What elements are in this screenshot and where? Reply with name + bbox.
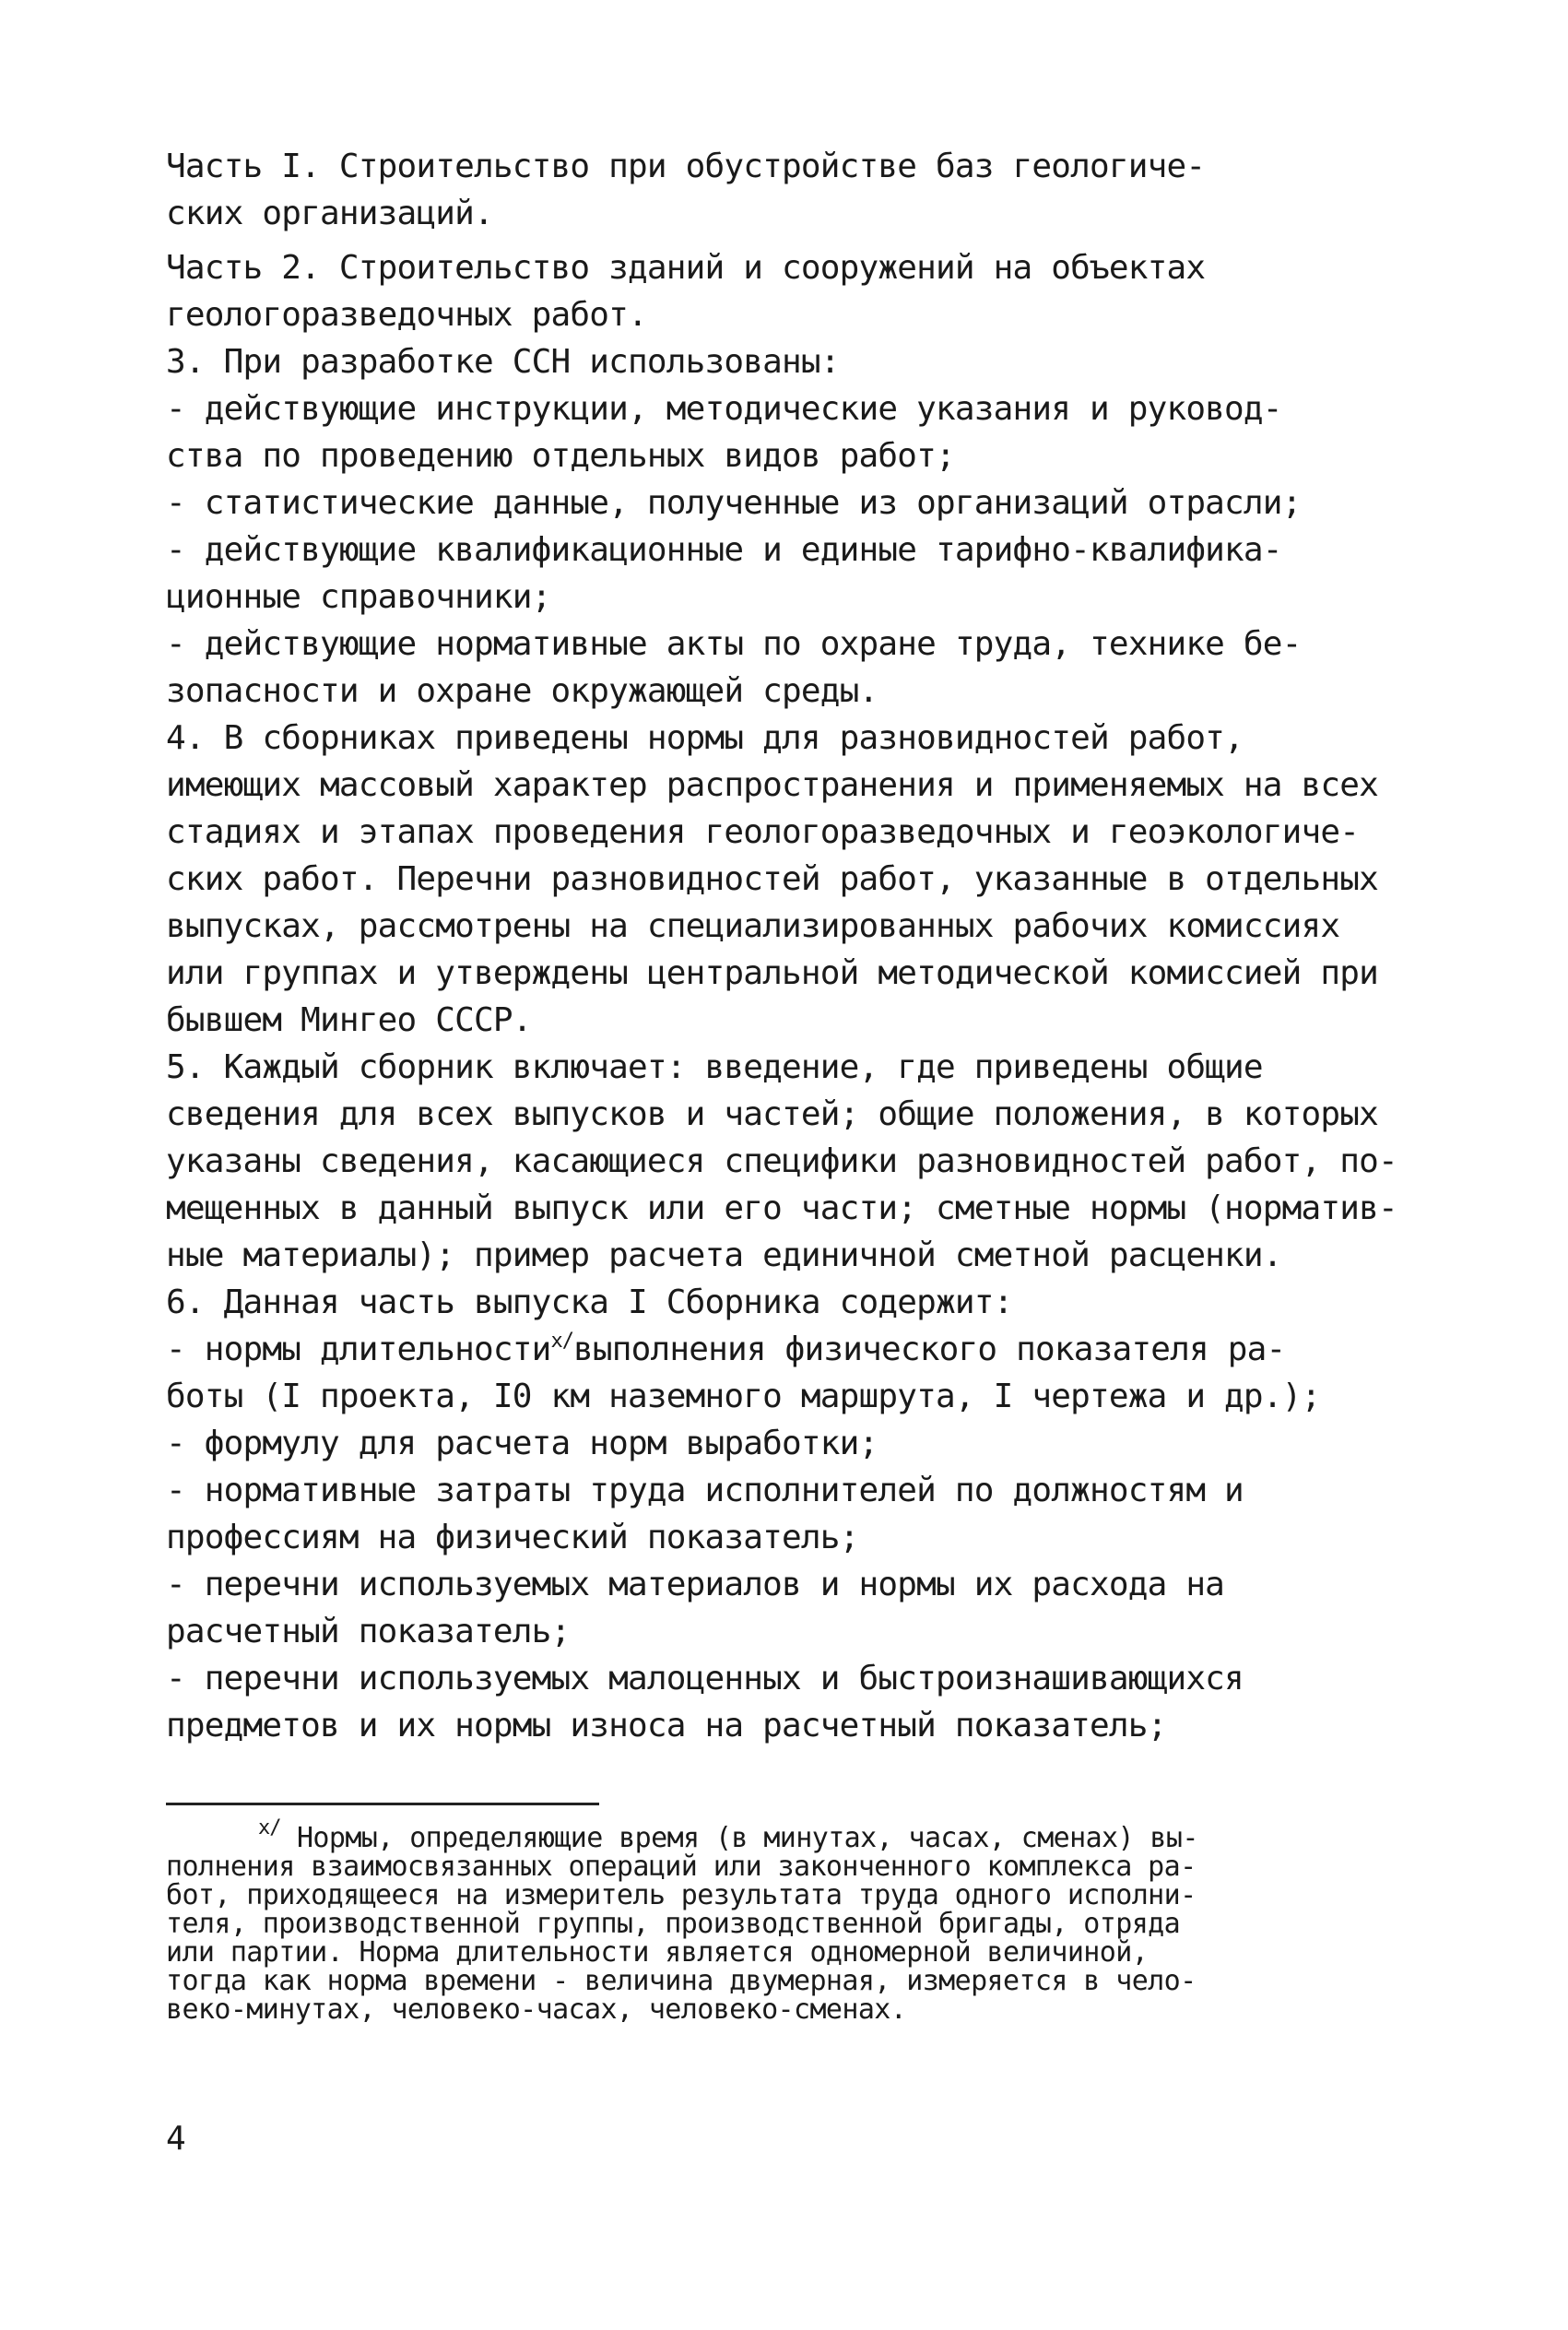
page-number: 4 bbox=[166, 2120, 186, 2158]
item3-line: - действующие квалификационные и единые тарифно-квалифика- bbox=[166, 531, 1282, 569]
footnote-line: теля, производственной группы, производственной бригады, отряда bbox=[166, 1908, 1181, 1940]
item3-line: - действующие нормативные акты по охране труда, технике бе- bbox=[166, 625, 1302, 663]
part2-line2: геологоразведочных работ. bbox=[166, 296, 647, 334]
footnote-mark: x/ bbox=[258, 1816, 281, 1839]
item6-line: расчетный показатель; bbox=[166, 1613, 571, 1650]
item3-line: - действующие инструкции, методические указания и руковод- bbox=[166, 390, 1282, 428]
footnote-line: бот, приходящееся на измеритель результата труда одного исполни- bbox=[166, 1879, 1197, 1911]
item4-heading: 4. В сборниках приведены нормы для разновидностей работ, bbox=[166, 719, 1244, 757]
part1-line2: ских организаций. bbox=[166, 195, 493, 232]
item6-text-before-ref: - нормы длительности bbox=[166, 1331, 551, 1368]
item4-line: бывшем Мингео СССР. bbox=[166, 1001, 532, 1039]
item5-line: указаны сведения, касающиеся специфики разновидностей работ, по- bbox=[166, 1142, 1397, 1180]
item4-line: или группах и утверждены центральной методической комиссией при bbox=[166, 954, 1379, 992]
footnote bbox=[166, 1816, 1406, 2026]
item3-heading: 3. При разработке ССН использованы: bbox=[166, 343, 840, 381]
footnote-line: полнения взаимосвязанных операций или законченного комплекса ра- bbox=[166, 1851, 1197, 1883]
footnote-first-line bbox=[166, 1816, 1406, 1854]
item6-line: - перечни используемых малоценных и быстроизнашивающихся bbox=[166, 1660, 1244, 1697]
item6-line: боты (I проекта, I0 км наземного маршрута, I чертежа и др.); bbox=[166, 1378, 1321, 1415]
item4-line: стадиях и этапах проведения геологоразведочных и геоэкологиче- bbox=[166, 813, 1360, 851]
item6-line: предметов и их нормы износа на расчетный показатель; bbox=[166, 1707, 1167, 1745]
item5-heading: 5. Каждый сборник включает: введение, где приведены общие bbox=[166, 1048, 1263, 1086]
footnote-divider bbox=[166, 1803, 599, 1805]
footnote-line: тогда как норма времени - величина двумерная, измеряется в чело- bbox=[166, 1965, 1197, 1997]
item6-text-after-ref: выполнения физического показателя ра- bbox=[572, 1331, 1286, 1368]
item4-line: выпусках, рассмотрены на специализированных рабочих комиссиях bbox=[166, 907, 1340, 945]
item6-line: - нормативные затраты труда исполнителей по должностям и bbox=[166, 1472, 1244, 1509]
item6-line: - перечни используемых материалов и нормы их расхода на bbox=[166, 1566, 1225, 1603]
item3-line: зопасности и охране окружающей среды. bbox=[166, 672, 878, 710]
item5-line: мещенных в данный выпуск или его части; сметные нормы (норматив- bbox=[166, 1189, 1397, 1227]
item3-line: - статистические данные, полученные из организаций отрасли; bbox=[166, 484, 1302, 522]
footnote-first-text: Нормы, определяющие время (в минутах, часах, сменах) вы- bbox=[280, 1822, 1198, 1854]
item6-line: профессиям на физический показатель; bbox=[166, 1519, 859, 1556]
part2-line1: Часть 2. Строительство зданий и сооружений на объектах bbox=[166, 249, 1206, 287]
document-body bbox=[166, 143, 1406, 1749]
footnote-reference-mark: x/ bbox=[550, 1330, 573, 1353]
part1-line1: Часть I. Строительство при обустройстве баз геологиче- bbox=[166, 148, 1206, 185]
footnote-line: веко-минутах, человеко-часах, человеко-сменах. bbox=[166, 1993, 907, 2026]
item4-line: ских работ. Перечни разновидностей работ, указанные в отдельных bbox=[166, 860, 1379, 898]
item6-line-with-footnote-ref bbox=[166, 1326, 1406, 1373]
item6-heading: 6. Данная часть выпуска I Сборника содержит: bbox=[166, 1283, 1013, 1321]
item4-line: имеющих массовый характер распространения и применяемых на всех bbox=[166, 766, 1379, 804]
item6-line: - формулу для расчета норм выработки; bbox=[166, 1425, 878, 1462]
item5-line: ные материалы); пример расчета единичной сметной расценки. bbox=[166, 1236, 1282, 1274]
item5-line: сведения для всех выпусков и частей; общие положения, в которых bbox=[166, 1095, 1379, 1133]
item3-line: ционные справочники; bbox=[166, 578, 551, 616]
item3-line: ства по проведению отдельных видов работ; bbox=[166, 437, 955, 475]
footnote-line: или партии. Норма длительности является одномерной величиной, bbox=[166, 1936, 1149, 1969]
